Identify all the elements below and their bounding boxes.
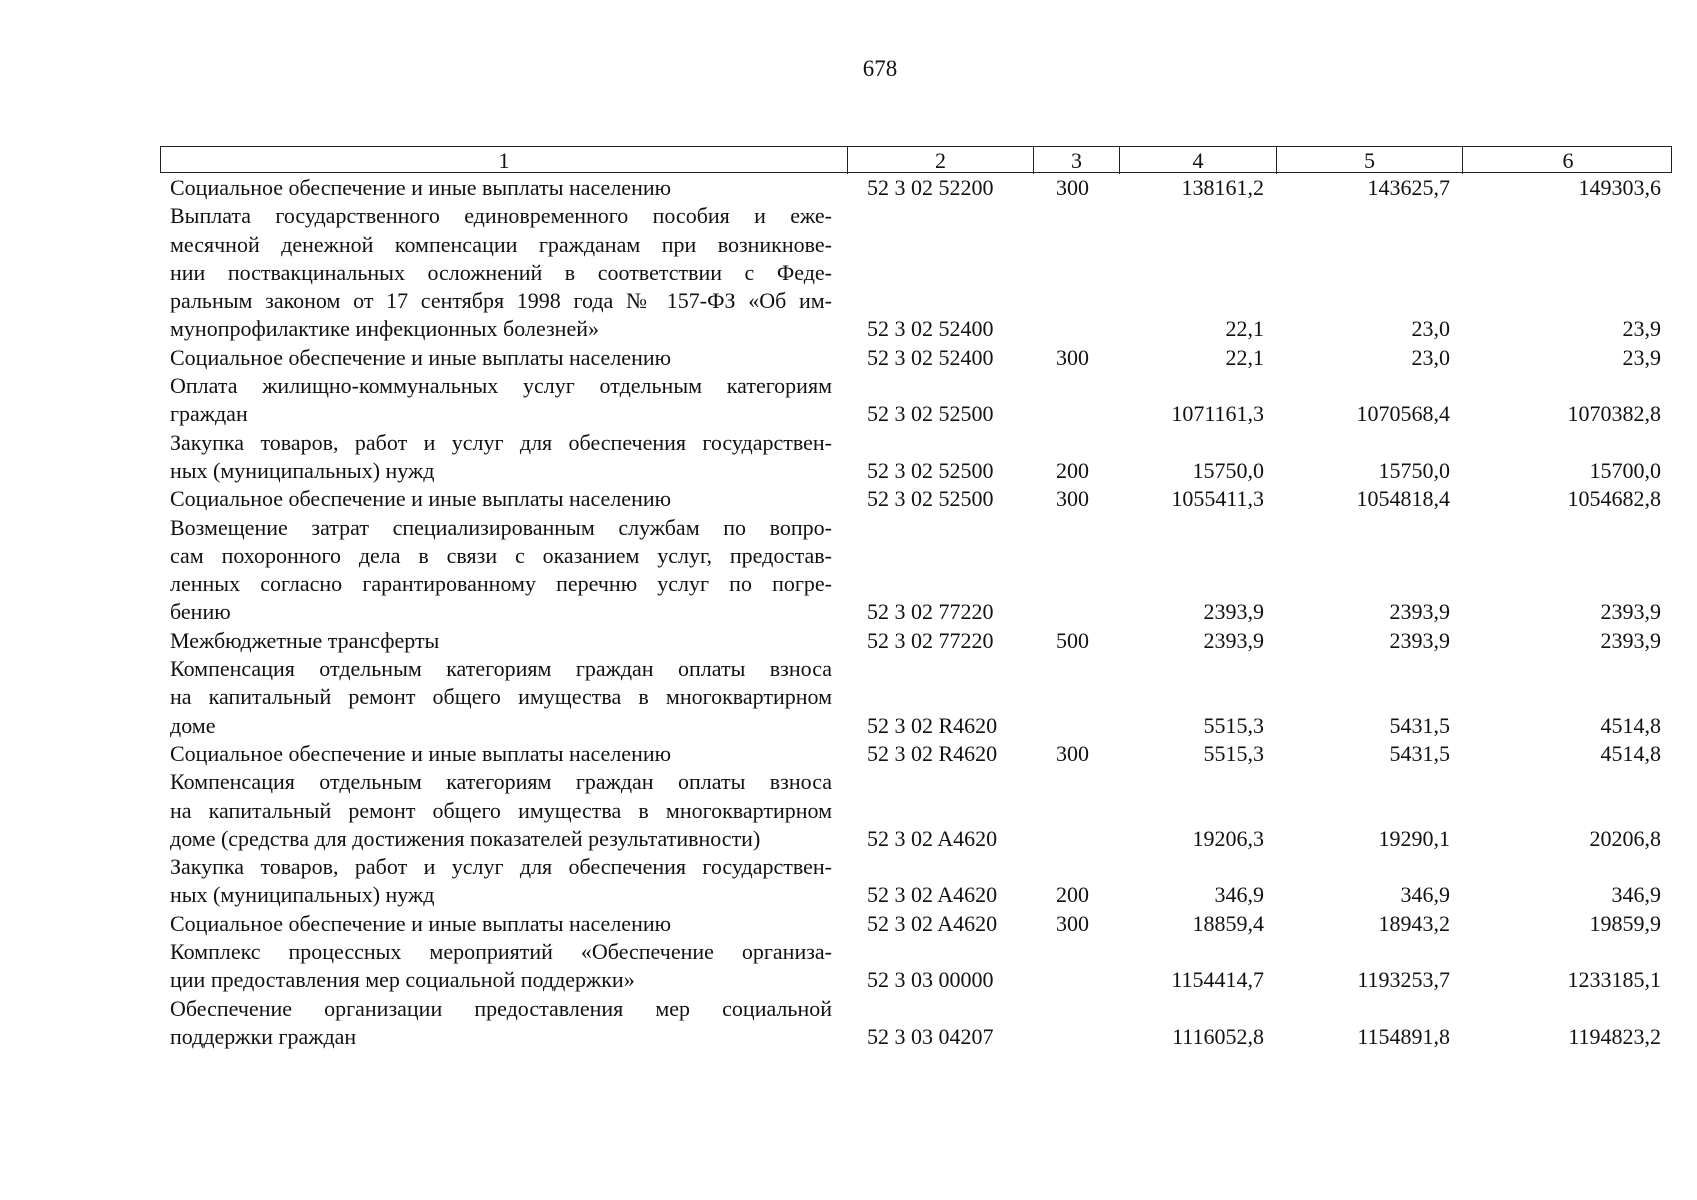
row-code: 52 3 02 77220 (867, 599, 994, 625)
row-description (160, 485, 846, 513)
table-row (160, 768, 1672, 853)
row-value-year-2: 19290,1 (1378, 825, 1450, 851)
row-value-year-3: 23,9 (1622, 316, 1661, 342)
row-value-year-2: 2393,9 (1389, 599, 1450, 625)
row-value-year-3: 1054682,8 (1567, 486, 1661, 512)
row-value-year-1: 1055411,3 (1171, 486, 1264, 512)
description-line: Обеспечение организации предоставления мер социальной (170, 995, 832, 1021)
row-value-year-2: 5431,5 (1389, 712, 1450, 738)
row-value-year-2: 2393,9 (1389, 627, 1450, 653)
table-row (160, 995, 1672, 1052)
description-line: Социальное обеспечение и иные выплаты населению (170, 344, 672, 370)
row-value-year-1: 138161,2 (1181, 175, 1264, 200)
description-line: ции предоставления мер социальной поддержки» (170, 967, 635, 993)
description-line: Межбюджетные трансферты (170, 627, 440, 653)
row-value-year-3: 20206,8 (1589, 825, 1661, 851)
description-line: граждан (170, 401, 248, 427)
description-line: Социальное обеспечение и иные выплаты населению (170, 175, 672, 200)
description-line: нии поствакцинальных осложнений в соответствии с Феде- (170, 259, 832, 285)
row-value-year-3: 2393,9 (1600, 599, 1661, 625)
row-description (160, 768, 846, 853)
table-row (160, 740, 1672, 768)
row-value-year-3: 2393,9 (1600, 627, 1661, 653)
table-row (160, 174, 1672, 202)
row-expense-type: 200 (1056, 882, 1089, 908)
row-expense-type: 300 (1056, 486, 1089, 512)
row-value-year-1: 1071161,3 (1171, 401, 1264, 427)
description-line: Комплекс процессных мероприятий «Обеспечение организа- (170, 939, 832, 965)
row-value-year-3: 1194823,2 (1568, 1023, 1661, 1049)
row-value-year-1: 2393,9 (1203, 599, 1264, 625)
row-expense-type: 300 (1056, 740, 1089, 766)
row-value-year-1: 2393,9 (1203, 627, 1264, 653)
table-row (160, 202, 1672, 343)
table-row (160, 938, 1672, 995)
table-row (160, 655, 1672, 740)
row-description (160, 655, 846, 740)
description-line: поддержки граждан (170, 1023, 357, 1049)
row-value-year-1: 19206,3 (1192, 825, 1264, 851)
row-code: 52 3 02 77220 (867, 627, 994, 653)
row-value-year-1: 5515,3 (1203, 712, 1264, 738)
column-header-6: 6 (1462, 147, 1673, 174)
row-value-year-1: 1116052,8 (1172, 1023, 1264, 1049)
row-description (160, 853, 846, 910)
row-value-year-3: 19859,9 (1589, 910, 1661, 936)
table-row (160, 627, 1672, 655)
row-code: 52 3 03 04207 (867, 1023, 994, 1049)
table-row (160, 910, 1672, 938)
table-body (160, 173, 1672, 1051)
row-expense-type: 300 (1056, 910, 1089, 936)
row-description (160, 910, 846, 938)
page-number: 678 (862, 56, 898, 81)
row-value-year-2: 18943,2 (1378, 910, 1450, 936)
row-value-year-3: 346,9 (1611, 882, 1661, 908)
row-value-year-2: 346,9 (1400, 882, 1450, 908)
description-line: бению (170, 599, 231, 625)
row-value-year-1: 22,1 (1225, 344, 1264, 370)
row-value-year-2: 1054818,4 (1356, 486, 1450, 512)
row-value-year-3: 1070382,8 (1567, 401, 1661, 427)
description-line: на капитальный ремонт общего имущества в многоквартирном (170, 797, 832, 823)
row-expense-type: 300 (1056, 175, 1089, 200)
row-value-year-1: 22,1 (1225, 316, 1264, 342)
row-value-year-3: 23,9 (1622, 344, 1661, 370)
row-expense-type: 300 (1056, 344, 1089, 370)
description-line: доме (средства для достижения показателей результативности) (170, 825, 761, 851)
table-row (160, 853, 1672, 910)
table-row (160, 372, 1672, 429)
column-header-5: 5 (1276, 147, 1462, 174)
row-description (160, 938, 846, 995)
description-line: Выплата государственного единовременного пособия и еже- (170, 203, 832, 229)
row-value-year-2: 23,0 (1411, 344, 1450, 370)
row-value-year-1: 1154414,7 (1171, 967, 1264, 993)
row-description (160, 174, 846, 202)
description-line: доме (170, 712, 216, 738)
row-value-year-1: 5515,3 (1203, 740, 1264, 766)
table-row (160, 344, 1672, 372)
row-value-year-2: 23,0 (1411, 316, 1450, 342)
row-expense-type: 200 (1056, 457, 1089, 483)
row-description (160, 514, 846, 627)
row-value-year-3: 1233185,1 (1567, 967, 1661, 993)
row-value-year-3: 4514,8 (1600, 712, 1661, 738)
column-header-3: 3 (1033, 147, 1119, 174)
row-value-year-3: 149303,6 (1578, 175, 1661, 200)
row-code: 52 3 02 52200 (867, 175, 994, 200)
table-row (160, 429, 1672, 486)
row-code: 52 3 02 A4620 (867, 825, 998, 851)
description-line: ленных согласно гарантированному перечню услуг по погре- (170, 571, 832, 597)
row-code: 52 3 02 A4620 (867, 882, 998, 908)
row-description (160, 344, 846, 372)
description-line: Социальное обеспечение и иные выплаты населению (170, 910, 672, 936)
row-code: 52 3 02 R4620 (867, 712, 998, 738)
description-line: ных (муниципальных) нужд (170, 457, 435, 483)
description-line: Социальное обеспечение и иные выплаты населению (170, 486, 672, 512)
table-row (160, 485, 1672, 513)
column-header-4: 4 (1119, 147, 1276, 174)
description-line: ральным законом от 17 сентября 1998 года № 157-ФЗ «Об им- (170, 288, 832, 314)
row-value-year-2: 15750,0 (1378, 457, 1450, 483)
row-value-year-2: 143625,7 (1367, 175, 1450, 200)
row-code: 52 3 03 00000 (867, 967, 994, 993)
description-line: Возмещение затрат специализированным службам по вопро- (170, 514, 832, 540)
description-line: мунопрофилактике инфекционных болезней» (170, 316, 599, 342)
row-description (160, 627, 846, 655)
description-line: Компенсация отдельным категориям граждан оплаты взноса (170, 769, 832, 795)
row-value-year-3: 15700,0 (1589, 457, 1661, 483)
row-code: 52 3 02 R4620 (867, 740, 998, 766)
description-line: Закупка товаров, работ и услуг для обеспечения государствен- (170, 429, 832, 455)
row-description (160, 202, 846, 343)
description-line: месячной денежной компенсации гражданам при возникнове- (170, 231, 832, 257)
description-line: на капитальный ремонт общего имущества в многоквартирном (170, 684, 832, 710)
description-line: сам похоронного дела в связи с оказанием услуг, предостав- (170, 542, 832, 568)
row-code: 52 3 02 52400 (867, 316, 994, 342)
description-line: Социальное обеспечение и иные выплаты населению (170, 740, 672, 766)
row-expense-type: 500 (1056, 627, 1089, 653)
row-description (160, 429, 846, 486)
row-code: 52 3 02 A4620 (867, 910, 998, 936)
description-line: Компенсация отдельным категориям граждан оплаты взноса (170, 656, 832, 682)
description-line: Оплата жилищно-коммунальных услуг отдельным категориям (170, 373, 832, 399)
table-header-row (160, 146, 1672, 173)
row-value-year-2: 1193253,7 (1357, 967, 1450, 993)
row-value-year-2: 5431,5 (1389, 740, 1450, 766)
row-value-year-2: 1154891,8 (1357, 1023, 1450, 1049)
budget-table (160, 146, 1672, 1051)
table-row (160, 514, 1672, 627)
row-code: 52 3 02 52500 (867, 457, 994, 483)
row-value-year-1: 18859,4 (1192, 910, 1264, 936)
row-value-year-1: 346,9 (1214, 882, 1264, 908)
row-description (160, 740, 846, 768)
row-code: 52 3 02 52400 (867, 344, 994, 370)
row-value-year-1: 15750,0 (1192, 457, 1264, 483)
description-line: ных (муниципальных) нужд (170, 882, 435, 908)
description-line: Закупка товаров, работ и услуг для обеспечения государствен- (170, 854, 832, 880)
row-code: 52 3 02 52500 (867, 486, 994, 512)
row-code: 52 3 02 52500 (867, 401, 994, 427)
row-description (160, 995, 846, 1052)
column-header-2: 2 (847, 147, 1033, 174)
row-value-year-2: 1070568,4 (1356, 401, 1450, 427)
row-description (160, 372, 846, 429)
row-value-year-3: 4514,8 (1600, 740, 1661, 766)
column-header-1: 1 (498, 148, 510, 173)
